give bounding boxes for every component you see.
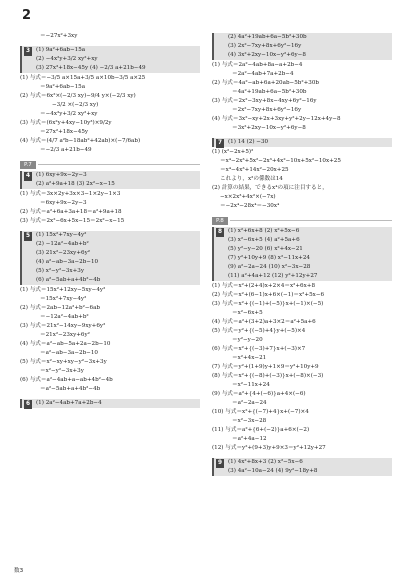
answer-line: (4) 与式＝(4/7 a²b−18ab²+42ab)×(−7/6ab) xyxy=(20,138,141,144)
answer-line: (1) 与式＝−3/5 a×15a+3/5 a×10b−3/5 a×25 xyxy=(20,75,146,81)
answer-line: ＝9a²+6ab−15a xyxy=(40,84,86,90)
page-ref-tag: P.7 xyxy=(20,161,36,169)
answer-line: ＝x²−11x+24 xyxy=(232,382,270,388)
summary-answer: (2) a²+9a+18 (3) 2x²−x−15 xyxy=(36,181,115,187)
problem-number: 3 xyxy=(26,48,31,54)
answer-summary-block xyxy=(212,138,392,147)
answer-summary-block xyxy=(20,399,200,408)
summary-answer: (1) 15x²+7xy−4y² xyxy=(36,232,87,238)
answer-line: ＝x²−3x−28 xyxy=(232,418,267,424)
answer-line: (7) 与式＝y²+(1+9)y+1×9＝y²+10y+9 xyxy=(212,364,319,370)
footer-label: 数3 xyxy=(14,568,24,574)
summary-answer: (6) a²−5ab+a+4b²−4b xyxy=(36,277,101,283)
spacer xyxy=(212,453,392,457)
answer-line: ＝x²+4x−21 xyxy=(232,355,267,361)
answer-line: ＝a²−ab−3a−2b−10 xyxy=(40,350,98,356)
answer-summary-block xyxy=(212,458,392,476)
summary-answer: (11) a²+4a+12 (12) y²+12y+27 xyxy=(228,273,318,279)
answer-line: (6) 与式＝a²−4ab+a−ab+4b²−4b xyxy=(20,377,113,383)
answer-summary-block xyxy=(20,231,200,285)
answer-line: (4) 与式＝a²+(3+2)a+3×2＝a²+5a+6 xyxy=(212,319,316,325)
answer-line: ＝−4x³y+3/2 xy²+xy xyxy=(40,111,98,117)
answer-summary-block xyxy=(20,171,200,189)
answer-line: (10) 与式＝x²+{(−7)+4}x+(−7)×4 xyxy=(212,409,309,415)
answer-line: (4) 与式＝3x²−xy+2x+3xy+y²+2y−12x+4y−8 xyxy=(212,116,341,122)
summary-answer: (3) 21x²−23xy+6y² xyxy=(36,250,90,256)
answer-line: (1) (x²−2x+5)² xyxy=(212,149,254,155)
summary-answer: (2) −4x²y+3/2 xy²+xy xyxy=(36,56,98,62)
answer-line: (11) 与式＝a²+{6+(−2)}a+6×(−2) xyxy=(212,427,310,433)
problem-number: 4 xyxy=(26,173,31,179)
answer-line: ＝4a²+19ab+6a−5b²+30b xyxy=(232,89,307,95)
answer-line: (1) 与式＝2a²−4ab+8a−a+2b−4 xyxy=(212,62,303,68)
summary-answer: (1) 14 (2) −30 xyxy=(228,139,269,145)
answer-line: ＝21x²−23xy+6y² xyxy=(40,332,90,338)
page-ref-row xyxy=(20,159,200,170)
answer-line: ＝27x²+18x−45y xyxy=(40,129,89,135)
answer-line: (1) 与式＝3x×2y+3x×3−1×2y−1×3 xyxy=(20,191,121,197)
page-ref-tag: P.8 xyxy=(212,217,228,225)
answer-line: ＝2a²−4ab+7a+2b−4 xyxy=(232,71,294,77)
problem-number: 9 xyxy=(218,460,223,466)
spacer xyxy=(20,394,200,398)
answer-line: ＝a²+4a−12 xyxy=(232,436,267,442)
answer-line: (5) 与式＝y²+{(−5)+4}y+(−5)×4 xyxy=(212,328,306,334)
summary-answer: (3) 4a²−10a−24 (4) 9y²−18y+8 xyxy=(228,468,318,474)
answer-line: (2) 与式＝6x²×(−2/3 xy)−9/4 y×(−2/3 xy) xyxy=(20,93,136,99)
summary-answer: (5) x²−y²−3x+3y xyxy=(36,268,84,274)
answer-line: (2) 与式＝4a²−ab+6a+20ab−5b²+30b xyxy=(212,80,319,86)
summary-answer: (5) y²−y−20 (6) x²+4x−21 xyxy=(228,246,303,252)
answer-line: (12) 与式＝y²+(9+3)y+9×3＝y²+12y+27 xyxy=(212,445,326,451)
answer-line: (3) 与式＝21x²−14xy−9xy+6y² xyxy=(20,323,106,329)
answer-summary-block xyxy=(20,46,200,73)
answer-line: (8) 与式＝x²+{(−8)+(−3)}x+(−8)×(−3) xyxy=(212,373,324,379)
summary-answer: (1) 4x²+8x+3 (2) x²−5x−6 xyxy=(228,459,303,465)
problem-number: 5 xyxy=(26,233,31,239)
summary-answer: (4) 3x²+2xy−10x−y²+6y−8 xyxy=(228,52,306,58)
summary-answer: (4) a²−ab−3a−2b−10 xyxy=(36,259,99,265)
answer-line: (3) 与式＝(6x²y+4xy−10y³)×9/2y xyxy=(20,120,112,126)
summary-answer: (3) 2x²−7xy+8x+6y²−16y xyxy=(228,43,302,49)
answer-line: ＝−12a²−4ab+b² xyxy=(40,314,89,320)
answer-line: (3) 与式＝x²+{(−1)+(−5)}x+(−1)×(−5) xyxy=(212,301,324,307)
answer-line: ＝y²−y−20 xyxy=(232,337,263,343)
answer-line: (2) 与式＝2ab−12a²+b²−6ab xyxy=(20,305,101,311)
answer-summary-block xyxy=(212,227,392,281)
spacer xyxy=(20,226,200,230)
answer-line: ＝−2x⁴−28x⁴＝−30x⁴ xyxy=(220,203,280,209)
answer-line: −3/2 ×(−2/3 xy) xyxy=(52,102,99,108)
summary-answer: (2) 4a²+19ab+6a−5b²+30b xyxy=(228,34,307,40)
spacer xyxy=(20,41,200,45)
summary-answer: (9) a²−2a−24 (10) x²−3x−28 xyxy=(228,264,311,270)
summary-answer: (7) y²+10y+9 (8) x²−11x+24 xyxy=(228,255,310,261)
problem-number: 7 xyxy=(218,140,223,146)
answer-line: (1) 与式＝x²+(2+4)x+2×4＝x²+6x+8 xyxy=(212,283,316,289)
problem-number: 6 xyxy=(26,401,31,407)
answer-line: ＝6xy+9x−2y−3 xyxy=(40,200,87,206)
answer-line: ＝−2/3 a+21b−49 xyxy=(40,147,92,153)
summary-answer: (1) 2a²−4ab+7a+2b−4 xyxy=(36,400,102,406)
summary-answer: (1) 9a²+6ab−15a xyxy=(36,47,86,53)
page-ref-row xyxy=(212,215,392,226)
answer-line: ＝x⁴−2x³+5x²−2x³+4x²−10x+5x²−10x+25 xyxy=(220,158,341,164)
page-number: 2 xyxy=(22,8,32,23)
answer-line: ＝a²−2a−24 xyxy=(232,400,267,406)
answer-line: (4) 与式＝a²−ab−5a+2a−2b−10 xyxy=(20,341,111,347)
answer-line: ＝a²−5ab+a+4b²−4b xyxy=(40,386,101,392)
answer-line: ＝3x²+2xy−10x−y²+6y−8 xyxy=(232,125,306,131)
summary-answer: (1) x²+6x+8 (2) x²+5x−6 xyxy=(228,228,300,234)
problem-number: 8 xyxy=(218,229,223,235)
answer-line: (6) 与式＝x²+{(−3)+7}x+(−3)×7 xyxy=(212,346,306,352)
answer-line: (2) 計算の結果，できるx⁴の項に注目すると， xyxy=(212,185,328,191)
answer-line: (2) 与式＝x²+(6−1)x+6×(−1)＝x²+5x−6 xyxy=(212,292,325,298)
answer-line: ＝x²−y²−3x+3y xyxy=(40,368,84,374)
left-column xyxy=(20,32,200,409)
answer-line: −x×2x³+4x²×(−7x) xyxy=(220,194,276,200)
answer-line: (3) 与式＝2x²−3xy+8x−4xy+6y²−16y xyxy=(212,98,317,104)
summary-answer: (1) 6xy+9x−2y−3 xyxy=(36,172,87,178)
answer-line: (1) 与式＝15x²+12xy−5xy−4y² xyxy=(20,287,106,293)
summary-answer: (3) 27x³+18x−45y (4) −2/3 a+21b−49 xyxy=(36,65,146,71)
summary-answer: (3) x²−6x+5 (4) a²+5a+6 xyxy=(228,237,300,243)
answer-line: ＝−27x²+3xy xyxy=(40,33,78,39)
answer-line: ＝2x²−7xy+8x+6y²−16y xyxy=(232,107,302,113)
spacer xyxy=(212,133,392,137)
answer-line: (2) 与式＝a²+6a+3a+18＝a²+9a+18 xyxy=(20,209,122,215)
right-column xyxy=(212,32,392,477)
answer-line: これより，x²の係数は14 xyxy=(220,176,283,182)
summary-answer: (2) −12a²−4ab+b² xyxy=(36,241,89,247)
answer-line: (9) 与式＝a²+{4+(−6)}a+4×(−6) xyxy=(212,391,306,397)
answer-line: ＝x⁴−4x³+14x²−20x+25 xyxy=(220,167,289,173)
answer-line: ＝15x²+7xy−4y² xyxy=(40,296,87,302)
answer-line: (3) 与式＝2x²−6x+5x−15＝2x²−x−15 xyxy=(20,218,125,224)
answer-line: ＝x²−6x+5 xyxy=(232,310,263,316)
answer-summary-block xyxy=(212,33,392,60)
answer-line: (5) 与式＝x²−xy+xy−y²−3x+3y xyxy=(20,359,107,365)
